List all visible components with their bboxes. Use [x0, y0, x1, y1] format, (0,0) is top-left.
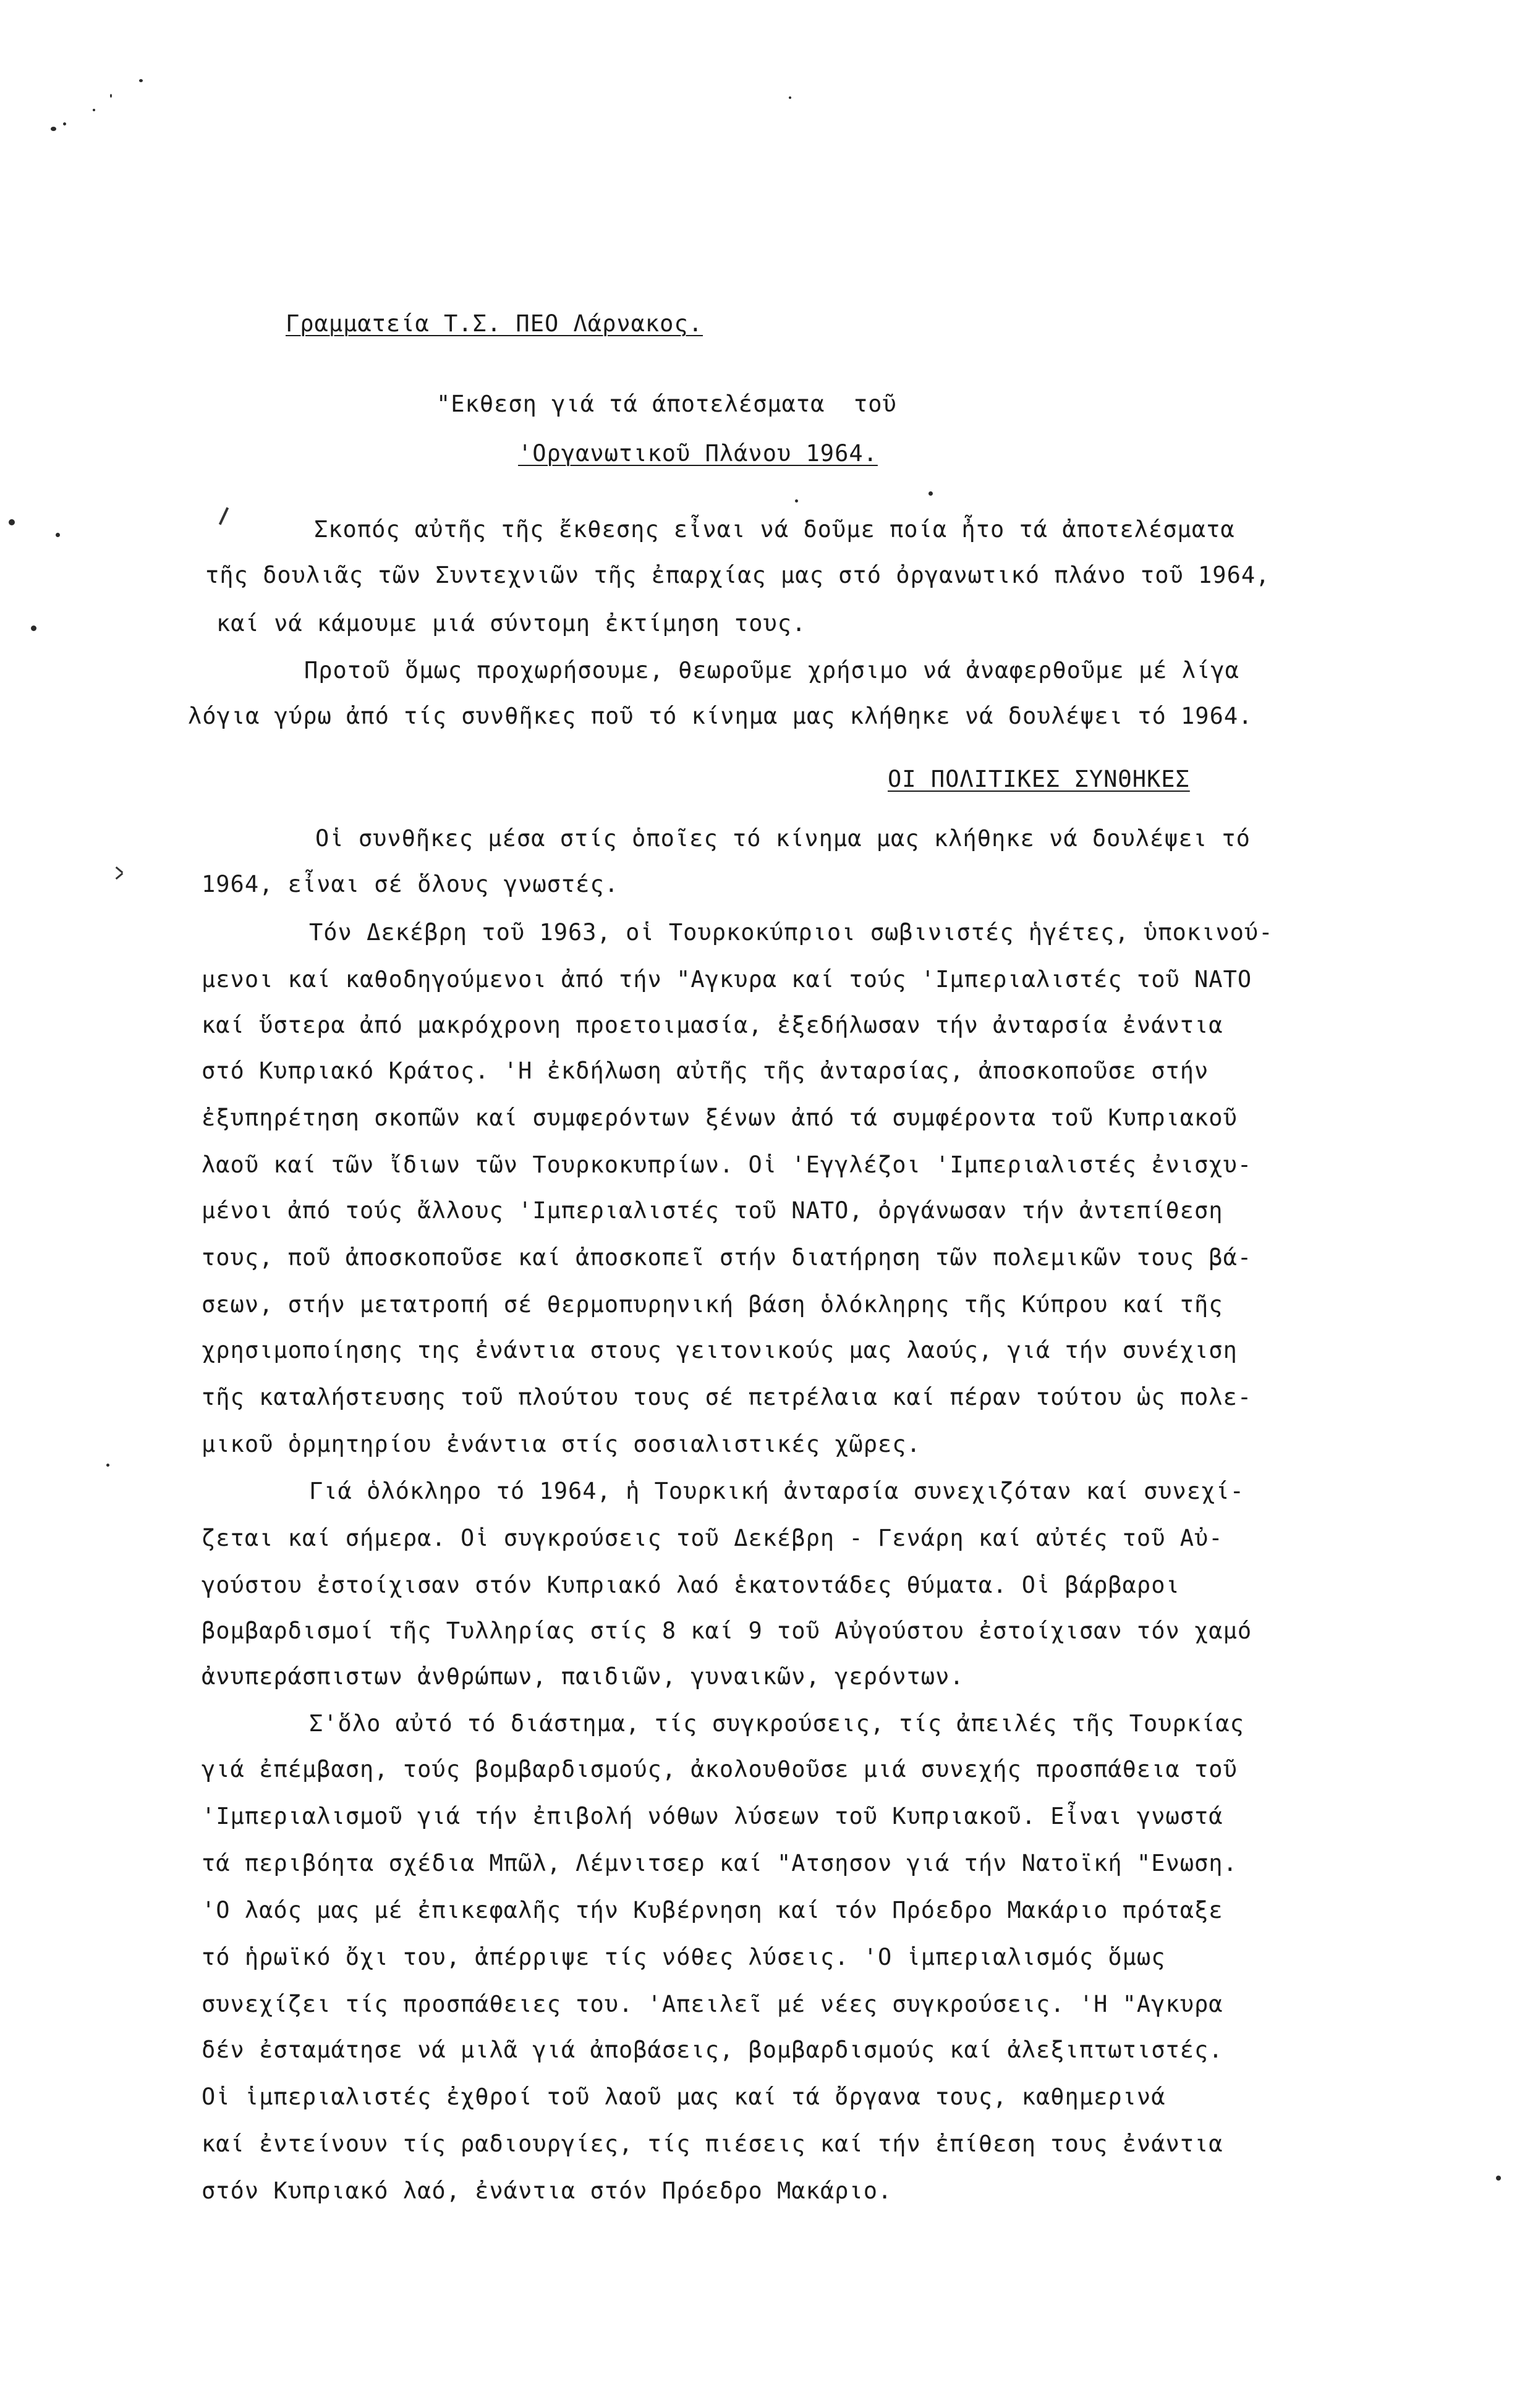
- text-line: σεων, στήν μετατροπή σέ θερμοπυρηνική βάση ὁλόκληρης τῆς Κύπρου καί τῆς: [202, 1291, 1223, 1318]
- text-line: συνεχίζει τίς προσπάθειες του. 'Απειλεῖ μέ νέες συγκρούσεις. 'Η "Αγκυρα: [202, 1991, 1223, 2017]
- text-line: καί ὕστερα ἀπό μακρόχρονη προετοιμασία, ἐξεδήλωσαν τήν ἀνταρσία ἐνάντια: [202, 1012, 1223, 1038]
- text-line: μενοι καί καθοδηγούμενοι ἀπό τήν "Αγκυρα καί τούς 'Ιμπεριαλιστές τοῦ ΝΑΤΟ: [202, 966, 1252, 993]
- text-line: λόγια γύρω ἀπό τίς συνθῆκες ποῦ τό κίνημα μας κλήθηκε νά δουλέψει τό 1964.: [188, 703, 1253, 729]
- text-line: μικοῦ ὁρμητηρίου ἐνάντια στίς σοσιαλιστικές χῶρες.: [202, 1431, 921, 1457]
- text-line: Γιά ὁλόκληρο τό 1964, ἡ Τουρκική ἀνταρσία συνεχιζόταν καί συνεχί-: [309, 1478, 1244, 1504]
- text-line: καί ἐντείνουν τίς ραδιουργίες, τίς πιέσεις καί τήν ἐπίθεση τους ἐνάντια: [202, 2130, 1223, 2157]
- report-title-line-2: 'Οργανωτικοῦ Πλάνου 1964.: [518, 440, 878, 467]
- margin-mark: [219, 507, 229, 525]
- text-line: τους, ποῦ ἀποσκοποῦσε καί ἀποσκοπεῖ στήν διατήρηση τῶν πολεμικῶν τους βά-: [202, 1244, 1252, 1271]
- text-line: τά περιβόητα σχέδια Μπῶλ, Λέμνιτσερ καί "Ατσησον γιά τήν Νατοϊκή "Ενωση.: [202, 1850, 1238, 1876]
- text-line: βομβαρδισμοί τῆς Τυλληρίας στίς 8 καί 9 τοῦ Αὐγούστου ἐστοίχισαν τόν χαμό: [202, 1617, 1252, 1644]
- ink-speck: [31, 625, 36, 631]
- ink-speck: [110, 94, 112, 98]
- text-line: τῆς καταλήστευσης τοῦ πλούτου τους σέ πετρέλαια καί πέραν τούτου ὡς πολε-: [202, 1384, 1252, 1410]
- ink-speck: [56, 533, 60, 537]
- text-line: χρησιμοποίησης της ἐνάντια στους γειτονικούς μας λαούς, γιά τήν συνέχιση: [202, 1337, 1238, 1363]
- ink-speck: [139, 79, 143, 82]
- text-line: ζεται καί σήμερα. Οἱ συγκρούσεις τοῦ Δεκέβρη - Γενάρη καί αὐτές τοῦ Αὐ-: [202, 1525, 1223, 1551]
- text-line: μένοι ἀπό τούς ἄλλους 'Ιμπεριαλιστές τοῦ ΝΑΤΟ, ὀργάνωσαν τήν ἀντεπίθεση: [202, 1197, 1223, 1224]
- text-line: Σκοπός αὐτῆς τῆς ἔκθεσης εἶναι νά δοῦμε ποία ἦτο τά ἀποτελέσματα: [314, 516, 1235, 543]
- text-line: ἀνυπεράσπιστων ἀνθρώπων, παιδιῶν, γυναικῶν, γερόντων.: [202, 1663, 964, 1690]
- ink-speck: [9, 519, 15, 525]
- text-line: 1964, εἶναι σέ ὅλους γνωστές.: [202, 871, 619, 897]
- report-title-line-1: "Εκθεση γιά τά άποτελέσματα τοῦ: [436, 391, 897, 417]
- ink-speck: [928, 491, 933, 496]
- margin-mark: [116, 873, 124, 880]
- text-line: Σ'ὅλο αὐτό τό διάστημα, τίς συγκρούσεις, τίς ἀπειλές τῆς Τουρκίας: [309, 1710, 1244, 1737]
- ink-speck: [93, 109, 95, 111]
- section-heading: ΟΙ ΠΟΛΙΤΙΚΕΣ ΣΥΝΘΗΚΕΣ: [888, 766, 1190, 792]
- text-line: καί νά κάμουμε μιά σύντομη ἐκτίμηση τους.: [216, 610, 807, 637]
- ink-speck: [63, 122, 66, 125]
- text-line: στό Κυπριακό Κράτος. 'Η ἐκδήλωση αὐτῆς τῆς ἀνταρσίας, ἀποσκοποῦσε στήν: [202, 1058, 1209, 1084]
- text-line: γούστου ἐστοίχισαν στόν Κυπριακό λαό ἑκατοντάδες θύματα. Οἱ βάρβαροι: [202, 1572, 1180, 1598]
- text-line: Τόν Δεκέβρη τοῦ 1963, οἱ Τουρκοκύπριοι σωβινιστές ἡγέτες, ὑποκινού-: [309, 919, 1273, 946]
- ink-speck: [795, 499, 798, 502]
- ink-speck: [51, 127, 56, 131]
- text-line: δέν ἐσταμάτησε νά μιλᾶ γιά ἀποβάσεις, βομβαρδισμούς καί ἀλεξιπτωτιστές.: [202, 2037, 1223, 2063]
- text-line: στόν Κυπριακό λαό, ἐνάντια στόν Πρόεδρο Μακάριο.: [202, 2177, 893, 2204]
- text-line: Οἱ συνθῆκες μέσα στίς ὁποῖες τό κίνημα μας κλήθηκε νά δουλέψει τό: [315, 825, 1251, 852]
- text-line: τῆς δουλιᾶς τῶν Συντεχνιῶν τῆς ἐπαρχίας μας στό ὀργανωτικό πλάνο τοῦ 1964,: [205, 562, 1270, 588]
- text-line: 'Ο λαός μας μέ ἐπικεφαλῆς τήν Κυβέρνηση καί τόν Πρόεδρο Μακάριο πρόταξε: [202, 1897, 1223, 1923]
- text-line: λαοῦ καί τῶν ἴδιων τῶν Τουρκοκυπρίων. Οἱ 'Εγγλέζοι 'Ιμπεριαλιστές ἐνισχυ-: [202, 1151, 1252, 1178]
- text-line: Προτοῦ ὅμως προχωρήσουμε, θεωροῦμε χρήσιμο νά ἀναφερθοῦμε μέ λίγα: [304, 657, 1239, 684]
- text-line: 'Ιμπεριαλισμοῦ γιά τήν ἐπιβολή νόθων λύσεων τοῦ Κυπριακοῦ. Εἶναι γνωστά: [202, 1803, 1223, 1829]
- ink-speck: [789, 96, 791, 99]
- ink-speck: [106, 1464, 109, 1467]
- ink-speck: [1496, 2176, 1501, 2181]
- text-line: τό ἡρωϊκό ὄχι του, ἀπέρριψε τίς νόθες λύσεις. 'Ο ἱμπεριαλισμός ὅμως: [202, 1944, 1166, 1970]
- text-line: ἐξυπηρέτηση σκοπῶν καί συμφερόντων ξένων ἀπό τά συμφέροντα τοῦ Κυπριακοῦ: [202, 1104, 1238, 1131]
- text-line: γιά ἐπέμβαση, τούς βομβαρδισμούς, ἀκολουθοῦσε μιά συνεχής προσπάθεια τοῦ: [202, 1756, 1238, 1783]
- secretariat-heading: Γραμματεία Τ.Σ. ΠΕΟ Λάρνακος.: [286, 310, 703, 337]
- text-line: Οἱ ἱμπεριαλιστές ἐχθροί τοῦ λαοῦ μας καί τά ὄργανα τους, καθημερινά: [202, 2084, 1166, 2110]
